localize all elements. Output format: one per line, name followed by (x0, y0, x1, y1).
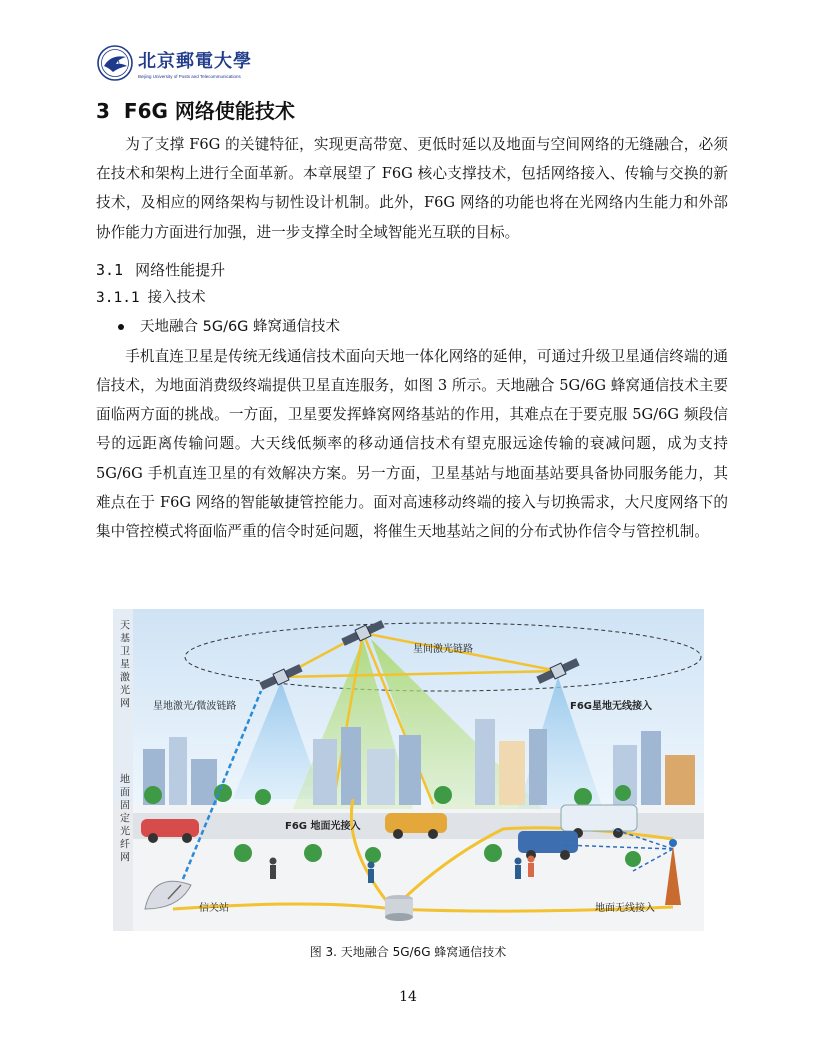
label-f6g-wireless: F6G星地无线接入 (570, 701, 652, 712)
subsection-heading (96, 256, 728, 284)
section-title: F6G 网络使能技术 (123, 99, 295, 123)
bullet-item (96, 312, 728, 342)
university-name-cn: 北京郵電大學 (138, 51, 252, 72)
server-icon (385, 895, 413, 921)
main-content (96, 96, 728, 546)
university-name-en: Beijing University of Posts and Telecommunications (138, 74, 241, 79)
figure-caption: 图 3. 天地融合 5G/6G 蜂窝通信技术 (309, 945, 507, 959)
subsection-title: 网络性能提升 (135, 260, 226, 279)
label-intersat: 星间激光链路 (413, 644, 473, 655)
subsubsection-number: 3.1.1 (96, 289, 140, 306)
label-sat-ground: 星地激光/微波链路 (153, 701, 237, 712)
section-heading (96, 96, 728, 130)
intro-paragraph: 为了支撑 F6G 的关键特征，实现更高带宽、更低时延以及地面与空间网络的无缝融合，必须在技术和架构上进行全面革新。本章展望了 F6G 核心支撑技术，包括网络接入、传输与交换的新技术，及相应的网络架构与韧性设计机制。此外，F6G 网络的功能也将在光网络内生能力和外部协作能力方面进行加强，进一步支撑全时全域智能光互联的目标。 (96, 136, 728, 241)
body-paragraph: 手机直连卫星是传统无线通信技术面向天地一体化网络的延伸，可通过升级卫星通信终端的通信技术，为地面消费级终端提供卫星直连服务，如图 3 所示。天地融合 5G/6G 蜂窝通信技术主要面临两方面的挑战。一方面，卫星要发挥蜂窝网络基站的作用，其难点在于要克服 5G/6G 频段信号的远距离传输问题。大天线低频率的移动通信技术有望克服远途传输的衰减问题，成为支持 5G/6G 手机直连卫星的有效解决方案。另一方面，卫星基站与地面基站要具备协同服务能力，其难点在于 F6G 网络的智能敏捷管控能力。面对高速移动终端的接入与切换需求，大尺度网络下的集中管控模式将面临严重的信令时延问题，将催生天地基站之间的分布式协作信令与管控机制。 (96, 347, 728, 541)
bullet-dot-icon (118, 324, 124, 330)
university-logo (96, 44, 252, 82)
page-number: 14 (399, 989, 417, 1005)
subsubsection-heading (96, 284, 728, 312)
label-ground-wireless: 地面无线接入 (595, 903, 655, 914)
bullet-text: 天地融合 5G/6G 蜂窝通信技术 (140, 318, 341, 335)
label-gateway: 信关站 (199, 903, 229, 914)
subsection-number: 3.1 (96, 260, 124, 279)
university-emblem-icon (96, 44, 134, 82)
side-label-space: 天基卫星激光网 (117, 619, 129, 711)
section-number: 3 (96, 99, 110, 123)
subsubsection-title: 接入技术 (147, 289, 206, 306)
side-label-ground: 地面固定光纤网 (117, 773, 129, 865)
figure-space-ground-network (113, 609, 704, 931)
network-illustration (113, 609, 704, 931)
label-ground-optical: F6G 地面光接入 (285, 821, 361, 832)
